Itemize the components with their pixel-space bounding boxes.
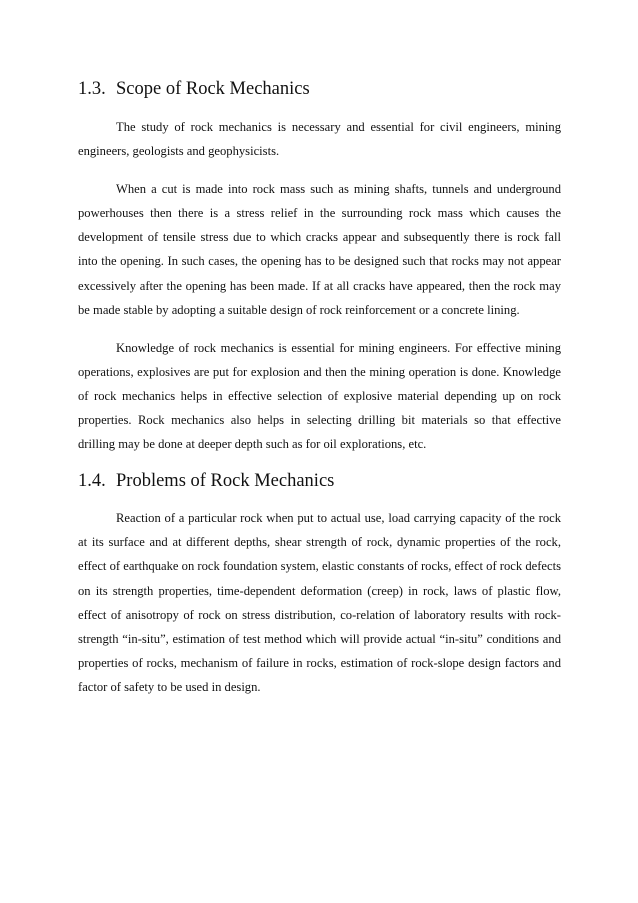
section-heading-scope xyxy=(78,78,561,100)
section-heading-problems xyxy=(78,470,561,492)
section-number: 1.3. xyxy=(78,79,106,99)
section-number: 1.4. xyxy=(78,471,106,492)
paragraph: When a cut is made into rock mass such as mining shafts, tunnels and underground powerhouses then there is a stress relief in the surrounding rock mass which causes the development of tensile stress due to which cracks appear and subsequently there is rock fall into the opening. In such cases, the opening has to be designed such that rocks may not appear excessively after the opening has been made. If at all cracks have appeared, then the rock may be made stable by adopting a suitable design of rock reinforcement or a concrete lining. xyxy=(78,182,561,317)
paragraph: Reaction of a particular rock when put to actual use, load carrying capacity of the rock at its surface and at different depths, shear strength of rock, dynamic properties of the rock, effect of earthquake on rock foundation system, elastic constants of rocks, effect of rock defects on its strength properties, time-dependent deformation (creep) in rock, laws of plastic flow, effect of anisotropy of rock on stress distribution, co-relation of laboratory results with rock-strength “in-situ”, estimation of test method which will provide actual “in-situ” conditions and properties of rocks, mechanism of failure in rocks, estimation of rock-slope design factors and factor of safety to be used in design. xyxy=(78,511,561,694)
paragraph: Knowledge of rock mechanics is essential for mining engineers. For effective mining operations, explosives are put for explosion and then the mining operation is done. Knowledge of rock mechanics helps in effective selection of explosive material depending up on rock properties. Rock mechanics also helps in selecting drilling bit materials so that effective drilling may be done at deeper depth such as for oil explorations, etc. xyxy=(78,340,561,452)
section-title: Scope of Rock Mechanics xyxy=(116,79,310,99)
page-content xyxy=(78,78,561,699)
section-title: Problems of Rock Mechanics xyxy=(116,471,335,492)
paragraph: The study of rock mechanics is necessary and essential for civil engineers, mining engineers, geologists and geophysicists. xyxy=(78,120,561,159)
